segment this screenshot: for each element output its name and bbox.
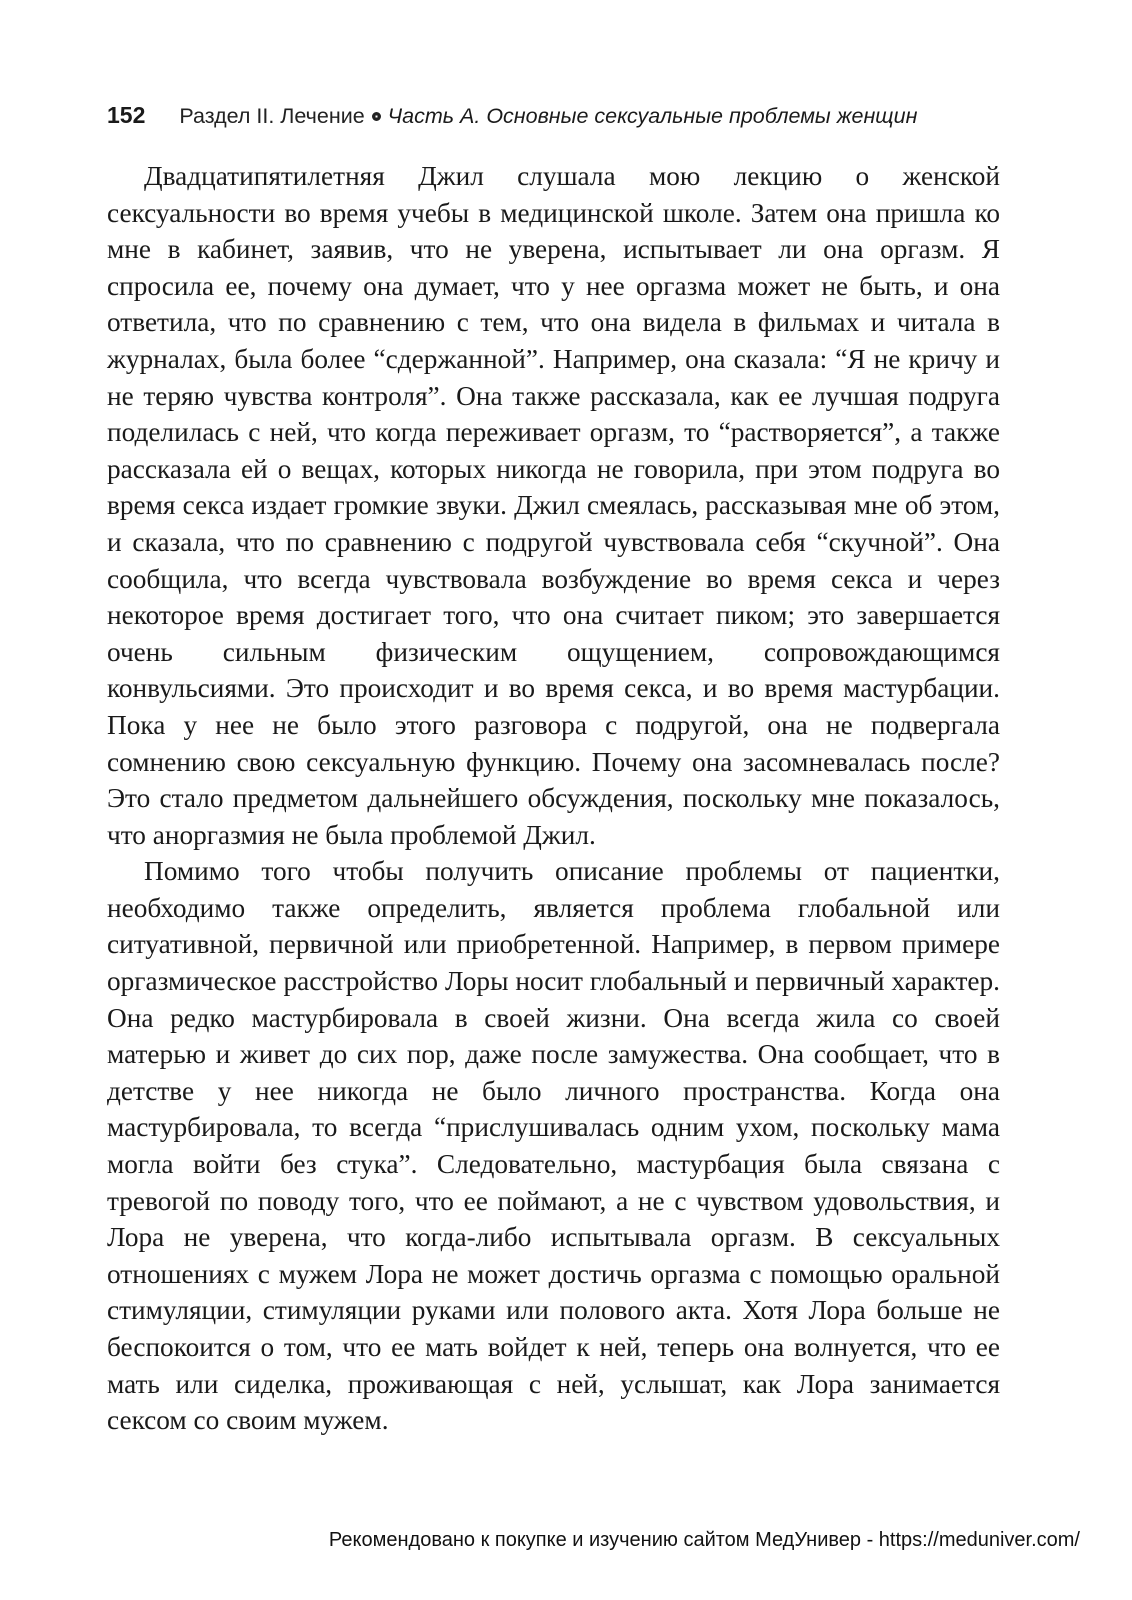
footer-watermark: Рекомендовано к покупке и изучению сайтом МедУнивер - https://meduniver.com/ [328, 1529, 1080, 1551]
paragraph-jill-case: Двадцатипятилетняя Джил слушала мою лекцию о женской сексуальности во время учебы в медицинской школе. Затем она пришла ко мне в кабинет, заявив, что не уверена, испытывает ли она оргазм. Я спросила ее, почему она думает, что у нее оргазма может не быть, и она ответила, что по сравнению с тем, что она видела в фильмах и читала в журналах, была более “сдержанной”. Например, она сказала: “Я не кричу и не теряю чувства контроля”. Она также рассказала, как ее лучшая подруга поделилась с ней, что когда переживает оргазм, то “растворяется”, а также рассказала ей о вещах, которых никогда не говорила, при этом подруга во время секса издает громкие звуки. Джил смеялась, рассказывая мне об этом, и сказала, что по сравнению с подругой чувствовала себя “скучной”. Она сообщила, что всегда чувствовала возбуждение во время секса и через некоторое время достигает того, что она считает пиком; это завершается очень сильным физическим ощущением, сопровождающимся конвульсиями. Это происходит и во время секса, и во время мастурбации. Пока у нее не было этого разговора с подругой, она не подвергала сомнению свою сексуальную функцию. Почему она засомневалась после? Это стало предметом дальнейшего обсуждения, поскольку мне показалось, что аноргазмия не была проблемой Джил. [107, 161, 1000, 850]
page-number: 152 [107, 102, 146, 128]
separator-bullet-icon [372, 112, 381, 121]
section-title: Раздел II. Лечение [179, 104, 365, 128]
paragraph-laura-case: Помимо того чтобы получить описание проблемы от пациентки, необходимо также определить, является проблема глобальной или ситуативной, первичной или приобретенной. Например, в первом примере оргазмическое расстройство Лоры носит глобальный и первичный характер. Она редко мастурбировала в своей жизни. Она всегда жила со своей матерью и живет до сих пор, даже после замужества. Она сообщает, что в детстве у нее никогда не было личного пространства. Когда она мастурбировала, то всегда “прислушивалась одним ухом, поскольку мама могла войти без стука”. Следовательно, мастурбация была связана с тревогой по поводу того, что ее поймают, а не с чувством удовольствия, и Лора не уверена, что когда-либо испытывала оргазм. В сексуальных отношениях с мужем Лора не может достичь оргазма с помощью оральной стимуляции, стимуляции руками или полового акта. Хотя Лора больше не беспокоится о том, что ее мать войдет к ней, теперь она волнуется, что ее мать или сиделка, проживающая с ней, услышат, как Лора занимается сексом со своим мужем. [107, 856, 1000, 1436]
running-head [107, 100, 1037, 131]
body-text [107, 158, 1000, 1439]
chapter-title: Часть А. Основные сексуальные проблемы женщин [387, 104, 918, 128]
